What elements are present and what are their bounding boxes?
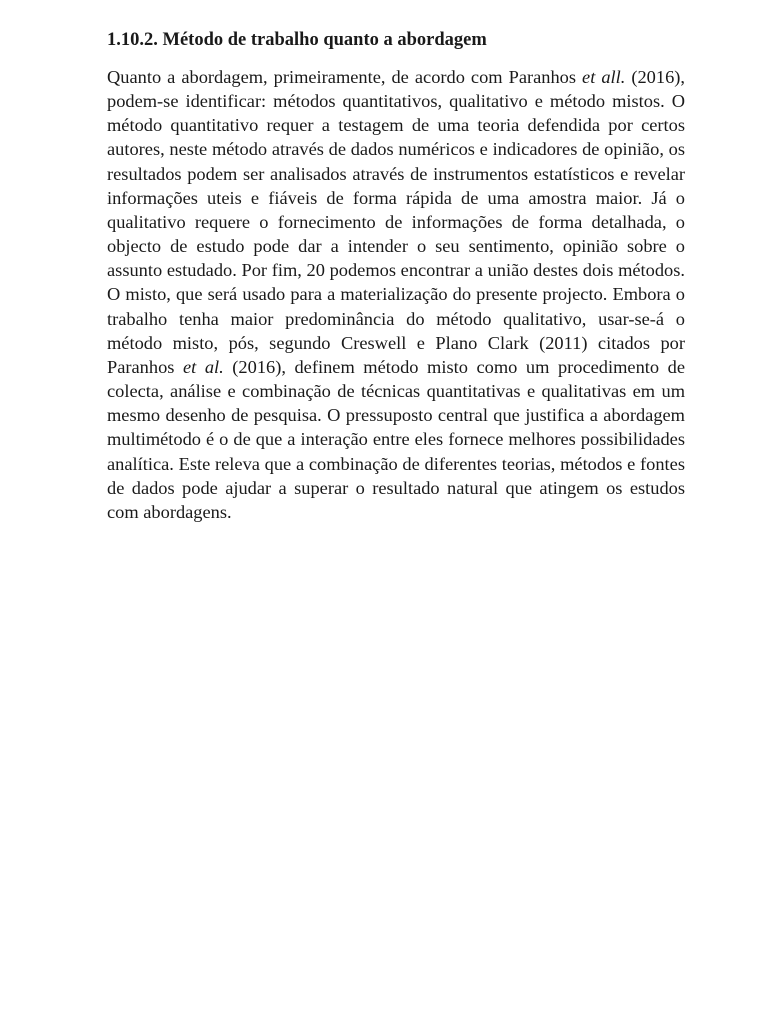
paragraph-run-italic: et al. [182, 356, 224, 377]
paragraph-run: (2016), podem-se identificar: métodos quantitativos, qualitativo e método mistos. O método quantitativo requer a testagem de uma teoria defendida por certos autores, neste método através de dados numéricos e indicadores de opinião, os resultados podem ser analisados através de instrumentos estatísticos e revelar informações uteis e fiáveis de forma rápida de uma amostra maior. Já o qualitativo requere o fornecimento de informações de forma detalhada, o objecto de estudo pode dar a intender o seu sentimento, opinião sobre o assunto estudado. Por fim, 20 podemos encontrar a união destes dois métodos. O misto, que será usado para a materialização do presente projecto. Embora o trabalho tenha maior predominância do método qualitativo, usar-se-á o método misto, pós, segundo Creswell e Plano Clark (2011) citados por Paranhos [107, 67, 685, 377]
section-1-10-2 [107, 26, 685, 524]
paragraph-run-italic: et all. [582, 67, 626, 87]
paragraph-run: Quanto a abordagem, primeiramente, de acordo com Paranhos [107, 67, 583, 87]
section-paragraph [107, 65, 685, 524]
paragraph-run: (2016), definem método misto como um procedimento de colecta, análise e combinação de técnicas quantitativas e qualitativas em um mesmo desenho de pesquisa. O pressuposto central que justifica a abordagem multimétodo é o de que a interação entre eles fornece melhores possibilidades analítica. Este releva que a combinação de diferentes teorias, métodos e fontes de dados pode ajudar a superar o resultado natural que atingem os estudos com abordagens. [107, 356, 685, 522]
section-heading: 1.10.2. Método de trabalho quanto a abordagem [107, 30, 487, 50]
